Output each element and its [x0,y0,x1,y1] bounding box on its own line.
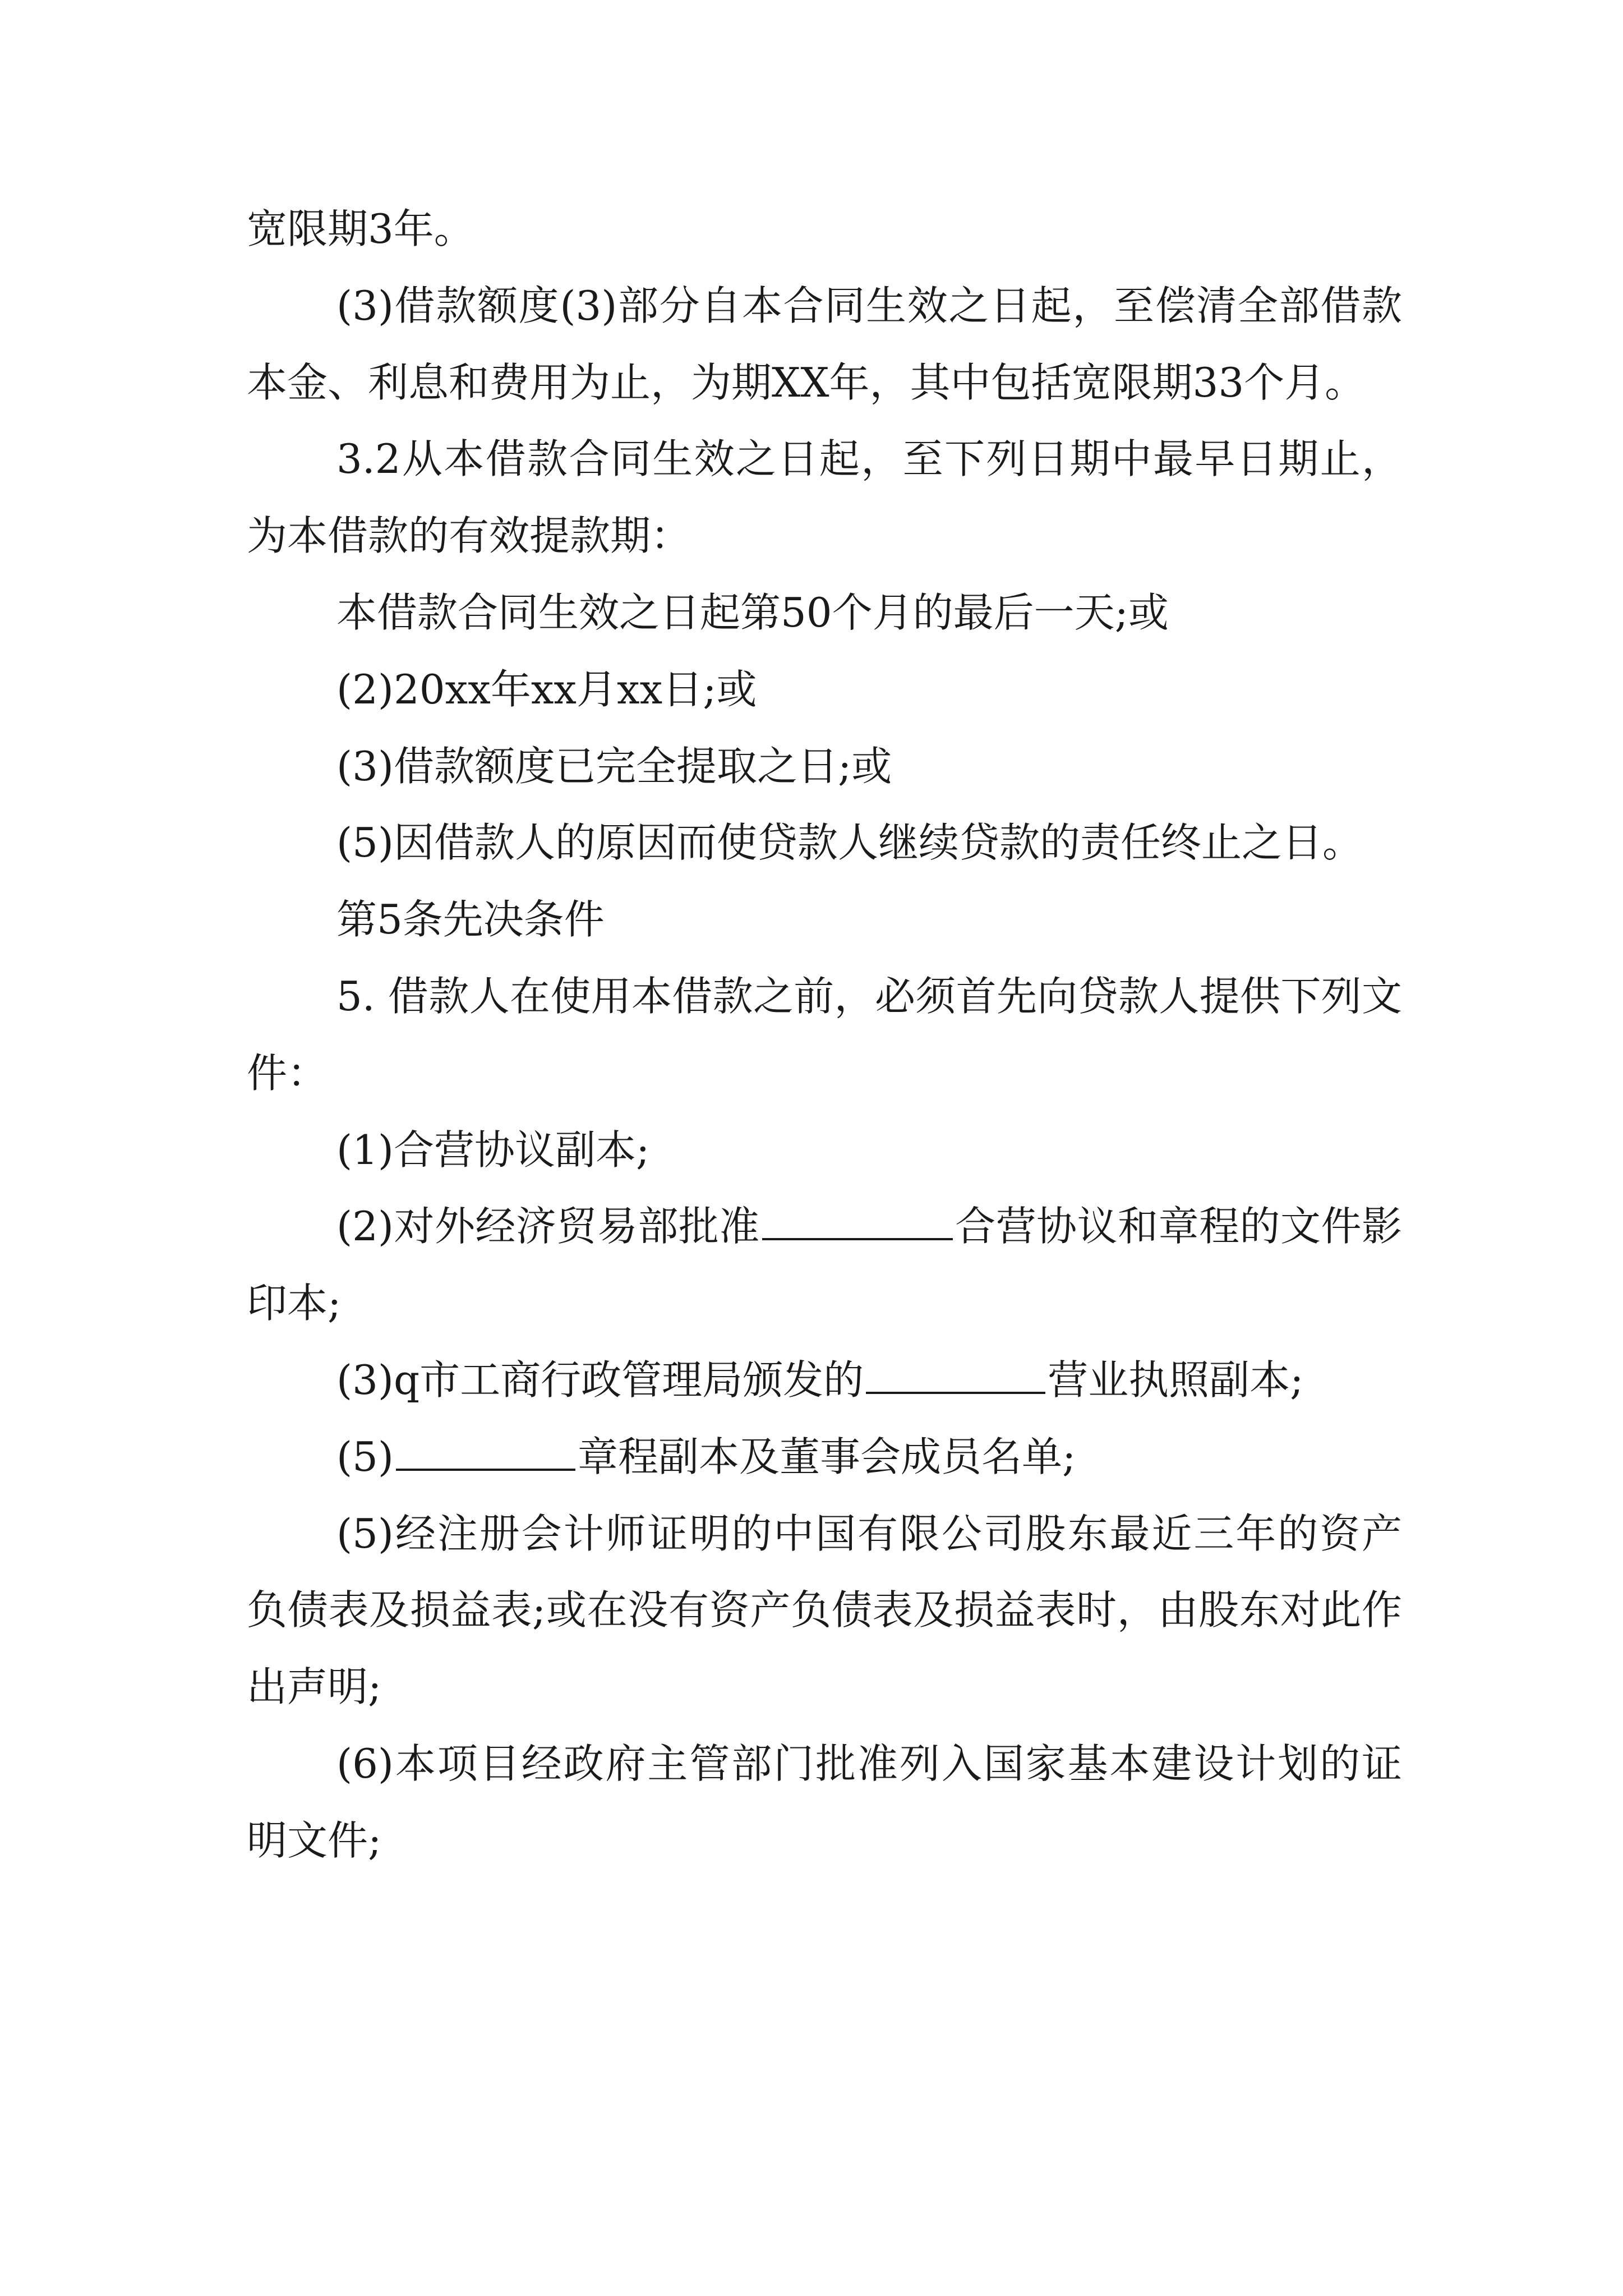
license-text-before: (3)q市工商行政管理局颁发的 [336,1356,864,1404]
paragraph-item-fully-drawn: (3)借款额度已完全提取之日;或 [336,742,892,790]
paragraph-business-license [247,1342,1402,1419]
document-page [247,191,1402,1879]
paragraph-item-date: (2)20xx年xx月xx日;或 [336,665,757,713]
articles-text-after: 章程副本及董事会成员名单; [578,1433,1076,1480]
approval-text-after: 合营协议和章程的文件影印本; [247,1203,1402,1327]
paragraph-documents-required: 5. 借款人在使用本借款之前，必须首先向贷款人提供下列文件： [247,972,1402,1097]
paragraph-jv-agreement: (1)合营协议副本; [336,1126,650,1174]
articles-text-before: (5) [336,1433,394,1480]
approval-text-before: (2)对外经济贸易部批准 [336,1203,760,1250]
paragraph-balance-sheets: (5)经注册会计师证明的中国有限公司股东最近三年的资产负债表及损益表;或在没有资产负债表及损益表时，由股东对此作出声明; [247,1510,1402,1711]
paragraph-item-50-month: 本借款合同生效之日起第50个月的最后一天;或 [336,588,1169,636]
paragraph-articles-board [247,1419,1402,1496]
paragraph-grace-period: 宽限期3年。 [247,205,474,252]
license-text-after: 营业执照副本; [1048,1356,1304,1404]
paragraph-item-termination: (5)因借款人的原因而使贷款人继续贷款的责任终止之日。 [336,819,1363,867]
paragraph-loan-term-3: (3)借款额度(3)部分自本合同生效之日起，至偿清全部借款本金、利息和费用为止，为期XX年，其中包括宽限期33个月。 [247,282,1402,406]
paragraph-approval-copy [247,1188,1402,1342]
paragraph-construction-plan: (6)本项目经政府主管部门批准列入国家基本建设计划的证明文件; [247,1740,1402,1864]
fill-in-blank[interactable] [866,1358,1045,1394]
section-heading-conditions: 第5条先决条件 [336,896,605,944]
paragraph-drawdown-period: 3.2从本借款合同生效之日起，至下列日期中最早日期止，为本借款的有效提款期： [247,435,1402,560]
fill-in-blank[interactable] [396,1435,575,1471]
fill-in-blank[interactable] [762,1204,953,1240]
